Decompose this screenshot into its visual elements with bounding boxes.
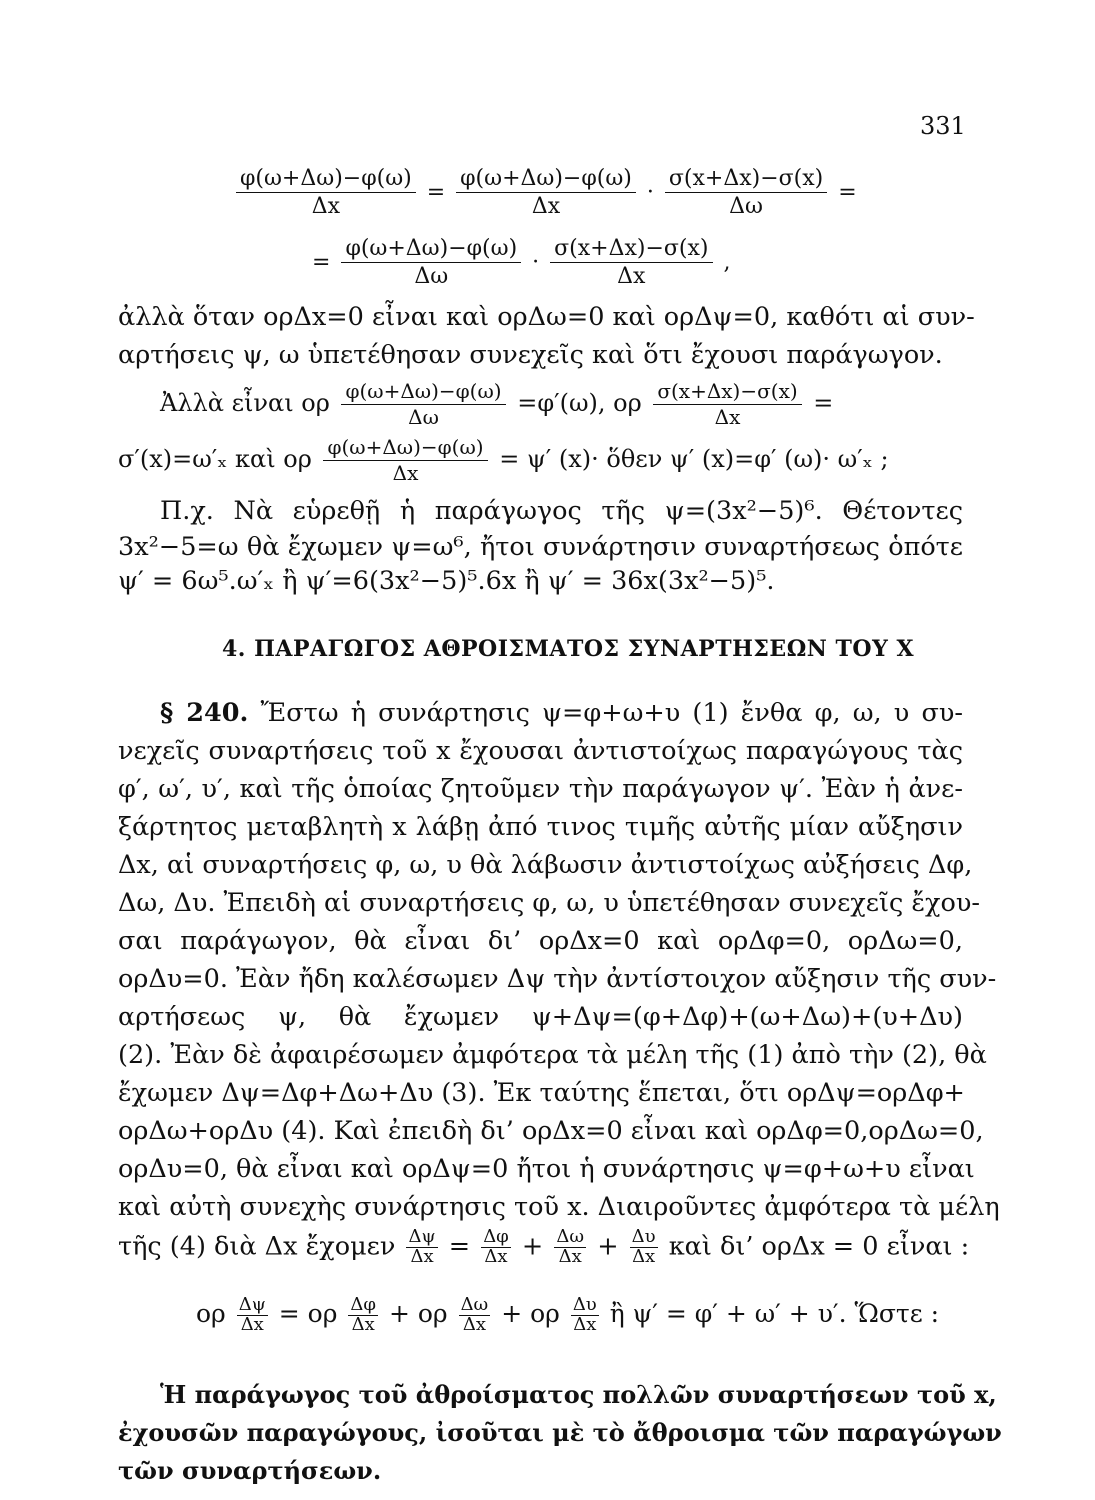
text-line: ξάρτητος μεταβλητὴ x λάβῃ ἀπό τινος τιμῆς αὐτῆς μίαν αὔξησιν <box>118 812 963 842</box>
text-line: ορΔυ=0. Ἐὰν ἤδη καλέσωμεν Δψ τὴν ἀντίστοιχον αὔξησιν τῆς συν- <box>118 964 997 994</box>
fraction: $\frac{\sigma(x+\Delta x)-\sigma(x)}{\Delta\omega}$ <box>665 166 827 220</box>
page-number: 331 <box>920 112 966 140</box>
section-heading: 4. ΠΑΡΑΓΩΓΟΣ ΑΘΡΟΙΣΜΑΤΟΣ ΣΥΝΑΡΤΗΣΕΩΝ ΤΟΥ X <box>222 636 915 662</box>
fraction: $\frac{\Delta\varphi}{\Delta x}$ <box>483 1226 509 1267</box>
text-line: ἀλλὰ ὅταν ορΔx=0 εἶναι καὶ ορΔω=0 καὶ ορΔψ=0, καθότι αἱ συν- <box>118 302 975 332</box>
fraction: $\frac{\varphi(\omega+\Delta\omega)-\varphi(\omega)}{\Delta\omega}$ <box>341 236 521 290</box>
fraction: $\frac{\Delta\psi}{\Delta x}$ <box>408 1226 436 1267</box>
text-line: ἔχωμεν Δψ=Δφ+Δω+Δυ (3). Ἐκ ταύτης ἕπεται, ὅτι ορΔψ=ορΔφ+ <box>118 1078 965 1108</box>
text-line: Δω, Δυ. Ἐπειδὴ αἱ συναρτήσεις φ, ω, υ ὑπετέθησαν συνεχεῖς ἔχου- <box>118 888 980 918</box>
fraction: $\frac{\varphi(\omega+\Delta\omega)-\varphi(\omega)}{\Delta x}$ <box>456 166 636 220</box>
text-line: αρτήσεις ψ, ω ὑπετέθησαν συνεχεῖς καὶ ὅτι ἔχουσι παράγωγον. <box>118 340 943 370</box>
text-line: αρτήσεως ψ, θὰ ἔχωμεν ψ+Δψ=(φ+Δφ)+(ω+Δω)+(υ+Δυ) <box>118 1002 963 1032</box>
text-line: (2). Ἐὰν δὲ ἀφαιρέσωμεν ἀμφότερα τὰ μέλη τῆς (1) ἀπὸ τὴν (2), θὰ <box>118 1040 987 1070</box>
equation-2: = $\frac{\varphi(\omega+\Delta\omega)-\varphi(\omega)}{\Delta\omega}$ · $\frac{\sigma(x+\Delta x)-\sigma(x)}{\Delta x}$ , <box>312 236 731 290</box>
fraction: $\frac{\varphi(\omega+\Delta\omega)-\varphi(\omega)}{\Delta x}$ <box>323 436 487 485</box>
fraction: $\frac{\Delta\upsilon}{\Delta x}$ <box>631 1226 656 1267</box>
conclusion-line: ἐχουσῶν παραγώγους, ἰσοῦται μὲ τὸ ἄθροισμα τῶν παραγώγων <box>118 1418 1002 1447</box>
fraction: $\frac{\varphi(\omega+\Delta\omega)-\varphi(\omega)}{\Delta\omega}$ <box>341 380 505 429</box>
fraction: $\frac{\sigma(x+\Delta x)-\sigma(x)}{\Delta x}$ <box>653 380 801 429</box>
equation-3: Ἀλλὰ εἶναι ορ $\frac{\varphi(\omega+\Delta\omega)-\varphi(\omega)}{\Delta\omega}$ =φ′(ω), ορ $\frac{\sigma(x+\Delta x)-\sigma(x)}{\Delta x}$ = <box>160 379 834 429</box>
equation-1: $\frac{\varphi(\omega+\Delta\omega)-\varphi(\omega)}{\Delta x}$ = $\frac{\varphi(\omega+\Delta\omega)-\varphi(\omega)}{\Delta x}$ · $\frac{\sigma(x+\Delta x)-\sigma(x)}{\Delta\omega}$ = <box>232 166 857 220</box>
equation-4: σ′(x)=ω′ₓ καὶ ορ $\frac{\varphi(\omega+\Delta\omega)-\varphi(\omega)}{\Delta x}$ = ψ′ (x)· ὅθεν ψ′ (x)=φ′ (ω)· ω′ₓ ; <box>118 435 889 485</box>
fraction: $\frac{\Delta\varphi}{\Delta x}$ <box>350 1294 376 1335</box>
text-line: καὶ αὐτὴ συνεχὴς συνάρτησις τοῦ x. Διαιροῦντες ἀμφότερα τὰ μέλη <box>118 1192 1000 1222</box>
conclusion-line: Ἡ παράγωγος τοῦ ἀθροίσματος πολλῶν συναρτήσεων τοῦ x, <box>160 1380 997 1409</box>
text-line: ψ′ = 6ω⁵.ω′ₓ ἢ ψ′=6(3x²−5)⁵.6x ἢ ψ′ = 36x(3x²−5)⁵. <box>118 566 775 596</box>
fraction: $\frac{\Delta\psi}{\Delta x}$ <box>238 1294 266 1335</box>
conclusion-line: τῶν συναρτήσεων. <box>118 1456 382 1485</box>
text-line: Δx, αἱ συναρτήσεις φ, ω, υ θὰ λάβωσιν ἀντιστοίχως αὐξήσεις Δφ, <box>118 850 973 880</box>
section-number: § 240. <box>160 698 249 728</box>
text-line: § 240. Ἔστω ἡ συνάρτησις ψ=φ+ω+υ (1) ἔνθα φ, ω, υ συ- <box>160 698 963 728</box>
text-line: φ′, ω′, υ′, καὶ τῆς ὁποίας ζητοῦμεν τὴν παράγωγον ψ′. Ἐὰν ἡ ἀνε- <box>118 774 963 804</box>
text-line: σαι παράγωγον, θὰ εἶναι δι’ ορΔx=0 καὶ ορΔφ=0, ορΔω=0, <box>118 926 963 956</box>
text-line: Π.χ. Νὰ εὑρεθῇ ἡ παράγωγος τῆς ψ=(3x²−5)⁶. Θέτοντες <box>160 496 963 526</box>
equation-5: ορ $\frac{\Delta\psi}{\Delta x}$ = ορ $\frac{\Delta\varphi}{\Delta x}$ + ορ $\frac{\Delta\omega}{\Delta x}$ + ορ $\frac{\Delta\upsilon}{\Delta x}$ ἢ ψ′ = φ′ + ω′ + υ′. Ὥστε : <box>196 1294 940 1335</box>
fraction: $\frac{\Delta\upsilon}{\Delta x}$ <box>572 1294 597 1335</box>
text-line: ορΔυ=0, θὰ εἶναι καὶ ορΔψ=0 ἤτοι ἡ συνάρτησις ψ=φ+ω+υ εἶναι <box>118 1154 975 1184</box>
fraction: $\frac{\Delta\omega}{\Delta x}$ <box>460 1294 489 1335</box>
fraction: $\frac{\sigma(x+\Delta x)-\sigma(x)}{\Delta x}$ <box>550 236 712 290</box>
fraction: $\frac{\varphi(\omega+\Delta\omega)-\varphi(\omega)}{\Delta x}$ <box>236 166 416 220</box>
text-line: τῆς (4) διὰ Δx ἔχομεν $\frac{\Delta\psi}{\Delta x}$ = $\frac{\Delta\varphi}{\Delta x}$ + $\frac{\Delta\omega}{\Delta x}$ + $\frac{\Delta\upsilon}{\Delta x}$ καὶ δι’ ορΔx = 0 εἶναι : <box>118 1226 970 1267</box>
text-line: ορΔω+ορΔυ (4). Καὶ ἐπειδὴ δι’ ορΔx=0 εἶναι καὶ ορΔφ=0,ορΔω=0, <box>118 1116 984 1146</box>
text-line: νεχεῖς συναρτήσεις τοῦ x ἔχουσαι ἀντιστοίχως παραγώγους τὰς <box>118 736 963 766</box>
fraction: $\frac{\Delta\omega}{\Delta x}$ <box>556 1226 585 1267</box>
text-line: 3x²−5=ω θὰ ἔχωμεν ψ=ω⁶, ἤτοι συνάρτησιν συναρτήσεως ὁπότε <box>118 532 963 562</box>
